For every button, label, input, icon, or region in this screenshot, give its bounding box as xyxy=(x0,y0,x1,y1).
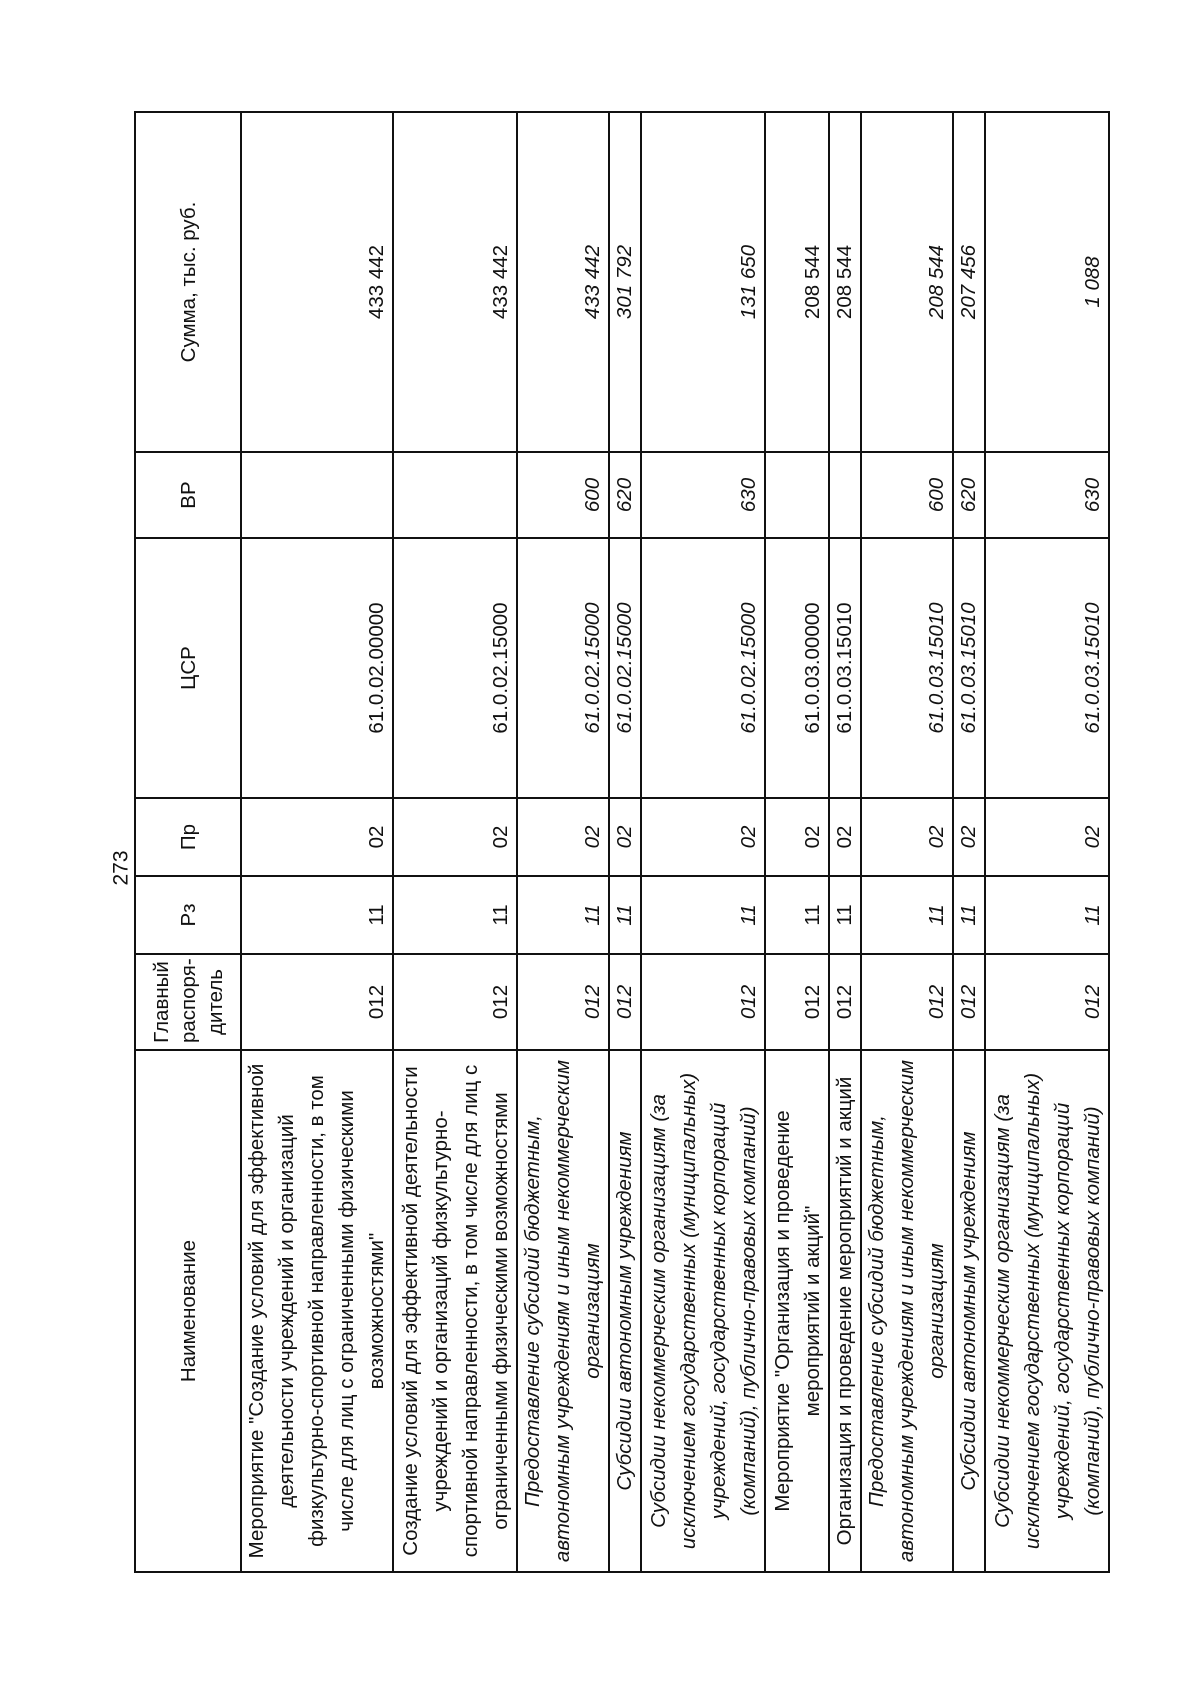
row-section: 11 xyxy=(393,876,517,954)
row-target-article: 61.0.03.15010 xyxy=(953,538,985,798)
row-target-article: 61.0.03.15010 xyxy=(829,538,861,798)
row-target-article: 61.0.02.15000 xyxy=(517,538,609,798)
table-row xyxy=(861,112,953,1572)
row-chief-administrator: 012 xyxy=(241,954,393,1050)
row-name: Субсидии некоммерческим организациям (за исключением государственных (муниципальных) учреждений, государственных корпораций (компаний), публично-правовых компаний) xyxy=(985,1050,1109,1572)
header-chief-administrator: Главный распоря-дитель xyxy=(135,954,241,1050)
row-target-article: 61.0.02.15000 xyxy=(609,538,641,798)
row-name: Предоставление субсидий бюджетным, автономным учреждениям и иным некоммерческим организациям xyxy=(861,1050,953,1572)
row-subsection: 02 xyxy=(861,798,953,876)
row-amount: 208 544 xyxy=(765,112,829,452)
row-subsection: 02 xyxy=(517,798,609,876)
table-row xyxy=(393,112,517,1572)
row-chief-administrator: 012 xyxy=(393,954,517,1050)
row-subsection: 02 xyxy=(641,798,765,876)
row-amount: 1 088 xyxy=(985,112,1109,452)
row-amount: 208 544 xyxy=(829,112,861,452)
row-expense-type: 630 xyxy=(641,452,765,538)
row-name: Организация и проведение мероприятий и акций xyxy=(829,1050,861,1572)
row-expense-type: 600 xyxy=(861,452,953,538)
row-amount: 207 456 xyxy=(953,112,985,452)
row-subsection: 02 xyxy=(241,798,393,876)
row-subsection: 02 xyxy=(829,798,861,876)
row-chief-administrator: 012 xyxy=(953,954,985,1050)
row-name: Мероприятие "Создание условий для эффективной деятельности учреждений и организаций физкультурно-спортивной направленности, в том числе для лиц с ограниченными физическими возможностями" xyxy=(241,1050,393,1572)
header-amount: Сумма, тыс. руб. xyxy=(135,112,241,452)
row-amount: 131 650 xyxy=(641,112,765,452)
row-section: 11 xyxy=(765,876,829,954)
row-subsection: 02 xyxy=(985,798,1109,876)
row-target-article: 61.0.02.15000 xyxy=(641,538,765,798)
table-row xyxy=(765,112,829,1572)
row-section: 11 xyxy=(985,876,1109,954)
table-row xyxy=(641,112,765,1572)
row-chief-administrator: 012 xyxy=(517,954,609,1050)
header-name: Наименование xyxy=(135,1050,241,1572)
row-section: 11 xyxy=(609,876,641,954)
row-expense-type: 630 xyxy=(985,452,1109,538)
row-section: 11 xyxy=(953,876,985,954)
row-expense-type: 620 xyxy=(953,452,985,538)
row-expense-type xyxy=(241,452,393,538)
row-expense-type xyxy=(393,452,517,538)
table-row xyxy=(985,112,1109,1572)
row-name: Предоставление субсидий бюджетным, автономным учреждениям и иным некоммерческим организациям xyxy=(517,1050,609,1572)
row-amount: 433 442 xyxy=(517,112,609,452)
row-subsection: 02 xyxy=(393,798,517,876)
page-number-text: 273 xyxy=(110,850,134,886)
row-name: Субсидии автономным учреждениям xyxy=(609,1050,641,1572)
table-row xyxy=(517,112,609,1572)
row-target-article: 61.0.03.15010 xyxy=(861,538,953,798)
page-number xyxy=(110,838,134,898)
row-target-article: 61.0.03.00000 xyxy=(765,538,829,798)
row-name: Субсидии некоммерческим организациям (за исключением государственных (муниципальных) учреждений, государственных корпораций (компаний), публично-правовых компаний) xyxy=(641,1050,765,1572)
row-amount: 433 442 xyxy=(393,112,517,452)
row-chief-administrator: 012 xyxy=(829,954,861,1050)
row-amount: 301 792 xyxy=(609,112,641,452)
row-section: 11 xyxy=(517,876,609,954)
header-expense-type: ВР xyxy=(135,452,241,538)
row-name: Создание условий для эффективной деятельности учреждений и организаций физкультурно-спортивной направленности, в том числе для лиц с ограниченными физическими возможностями xyxy=(393,1050,517,1572)
row-expense-type: 620 xyxy=(609,452,641,538)
row-chief-administrator: 012 xyxy=(861,954,953,1050)
row-chief-administrator: 012 xyxy=(985,954,1109,1050)
row-section: 11 xyxy=(241,876,393,954)
row-section: 11 xyxy=(641,876,765,954)
row-subsection: 02 xyxy=(609,798,641,876)
header-section: Рз xyxy=(135,876,241,954)
row-name: Субсидии автономным учреждениям xyxy=(953,1050,985,1572)
row-subsection: 02 xyxy=(953,798,985,876)
row-target-article: 61.0.02.15000 xyxy=(393,538,517,798)
table-row xyxy=(953,112,985,1572)
header-subsection: Пр xyxy=(135,798,241,876)
row-chief-administrator: 012 xyxy=(609,954,641,1050)
row-target-article: 61.0.02.00000 xyxy=(241,538,393,798)
budget-table xyxy=(134,111,1110,1573)
table-header-row xyxy=(135,112,241,1572)
budget-table-sheet xyxy=(134,113,1104,1573)
row-section: 11 xyxy=(861,876,953,954)
table-row xyxy=(241,112,393,1572)
row-chief-administrator: 012 xyxy=(765,954,829,1050)
row-chief-administrator: 012 xyxy=(641,954,765,1050)
row-section: 11 xyxy=(829,876,861,954)
row-expense-type: 600 xyxy=(517,452,609,538)
table-row xyxy=(829,112,861,1572)
row-target-article: 61.0.03.15010 xyxy=(985,538,1109,798)
row-expense-type xyxy=(765,452,829,538)
row-expense-type xyxy=(829,452,861,538)
row-name: Мероприятие "Организация и проведение мероприятий и акций" xyxy=(765,1050,829,1572)
header-target-article: ЦСР xyxy=(135,538,241,798)
row-amount: 433 442 xyxy=(241,112,393,452)
row-amount: 208 544 xyxy=(861,112,953,452)
table-row xyxy=(609,112,641,1572)
row-subsection: 02 xyxy=(765,798,829,876)
